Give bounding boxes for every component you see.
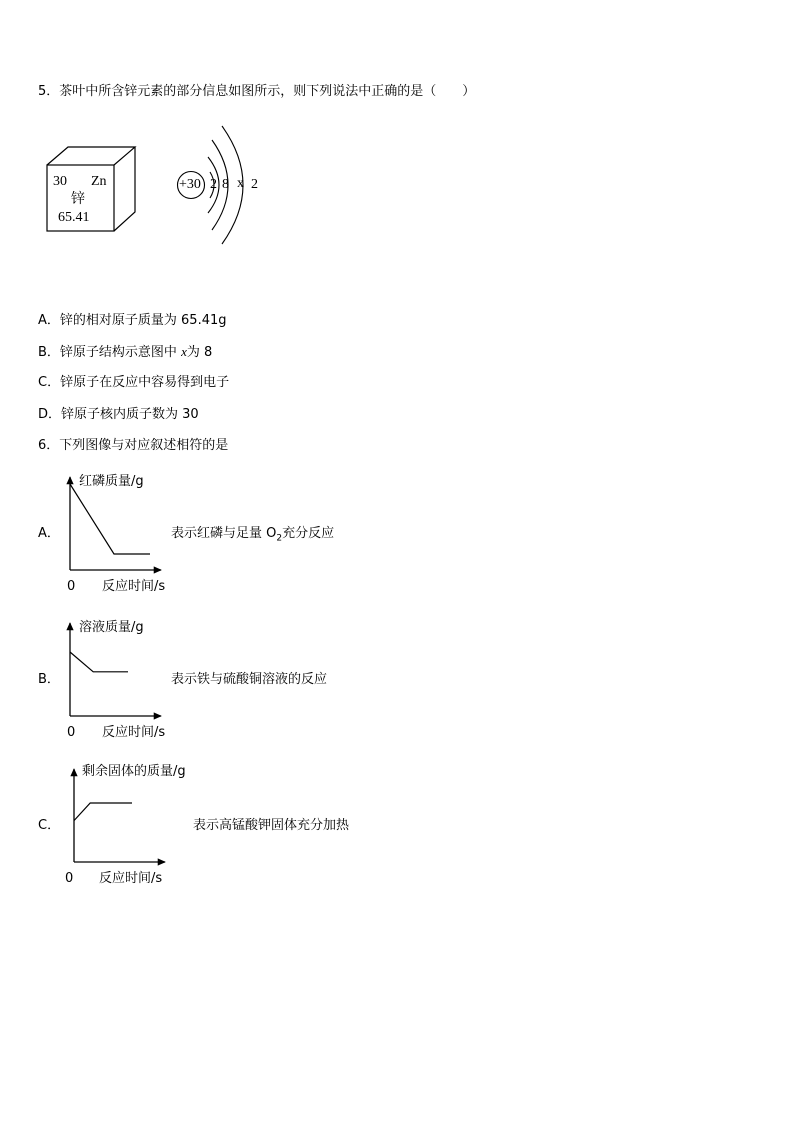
graph-b-origin: 0 [67,725,76,740]
graph-b-curve [70,652,128,672]
graph-a-curve [70,484,150,554]
nucleus-charge: +30 [179,177,201,192]
graph-a-description [171,526,334,542]
option-b-prefix: B．锌原子结构示意图中 [38,345,182,360]
atomic-number: 30 [53,174,67,189]
shell-4-electrons: 2 [251,177,258,192]
option-a: A．锌的相对原子质量为 65.41g [38,313,227,328]
shell-1-electrons: 2 [210,177,217,192]
option-b-suffix: 为 8 [186,345,213,360]
graph-a-origin: 0 [67,579,76,594]
graph-a-desc-sub: 2 [276,533,283,544]
graph-c-xlabel: 反应时间/s [99,871,163,886]
element-name: 锌 [71,191,85,207]
graph-c-curve [74,803,132,821]
graph-c-description: 表示高锰酸钾固体充分加热 [193,818,350,833]
graph-a-xlabel: 反应时间/s [102,579,166,594]
graph-c-ylabel: 剩余固体的质量/g [82,764,186,779]
graph-b-ylabel: 溶液质量/g [79,620,144,635]
graph-b-xlabel: 反应时间/s [102,725,166,740]
graph-c-axes [64,766,164,876]
shell-3-electrons: x [237,176,244,191]
graph-c-origin: 0 [65,871,74,886]
question-5-stem: 5．茶叶中所含锌元素的部分信息如图所示，则下列说法中正确的是（ ） [38,84,476,99]
shell-2-electrons: 8 [222,177,229,192]
graph-a-desc-pre: 表示红磷与足量 O [171,526,277,541]
graph-a-desc-post: 充分反应 [282,526,335,541]
graph-a-axes [60,474,160,584]
option-b-variable: x [181,344,187,359]
graph-b-label: B． [38,672,60,687]
graph-a-ylabel: 红磷质量/g [79,474,144,489]
atom-structure-diagram [172,124,272,248]
graph-b-description: 表示铁与硫酸铜溶液的反应 [171,672,328,687]
option-c: C．锌原子在反应中容易得到电子 [38,375,230,390]
question-6-stem: 6．下列图像与对应叙述相符的是 [38,438,229,453]
relative-atomic-mass: 65.41 [58,210,90,225]
option-d: D．锌原子核内质子数为 30 [38,407,199,422]
graph-b-axes [60,620,160,730]
element-cell-figure [44,144,138,234]
graph-c-label: C． [38,818,61,833]
element-symbol: Zn [91,174,107,189]
option-b [38,344,212,361]
graph-a-label: A． [38,526,60,541]
